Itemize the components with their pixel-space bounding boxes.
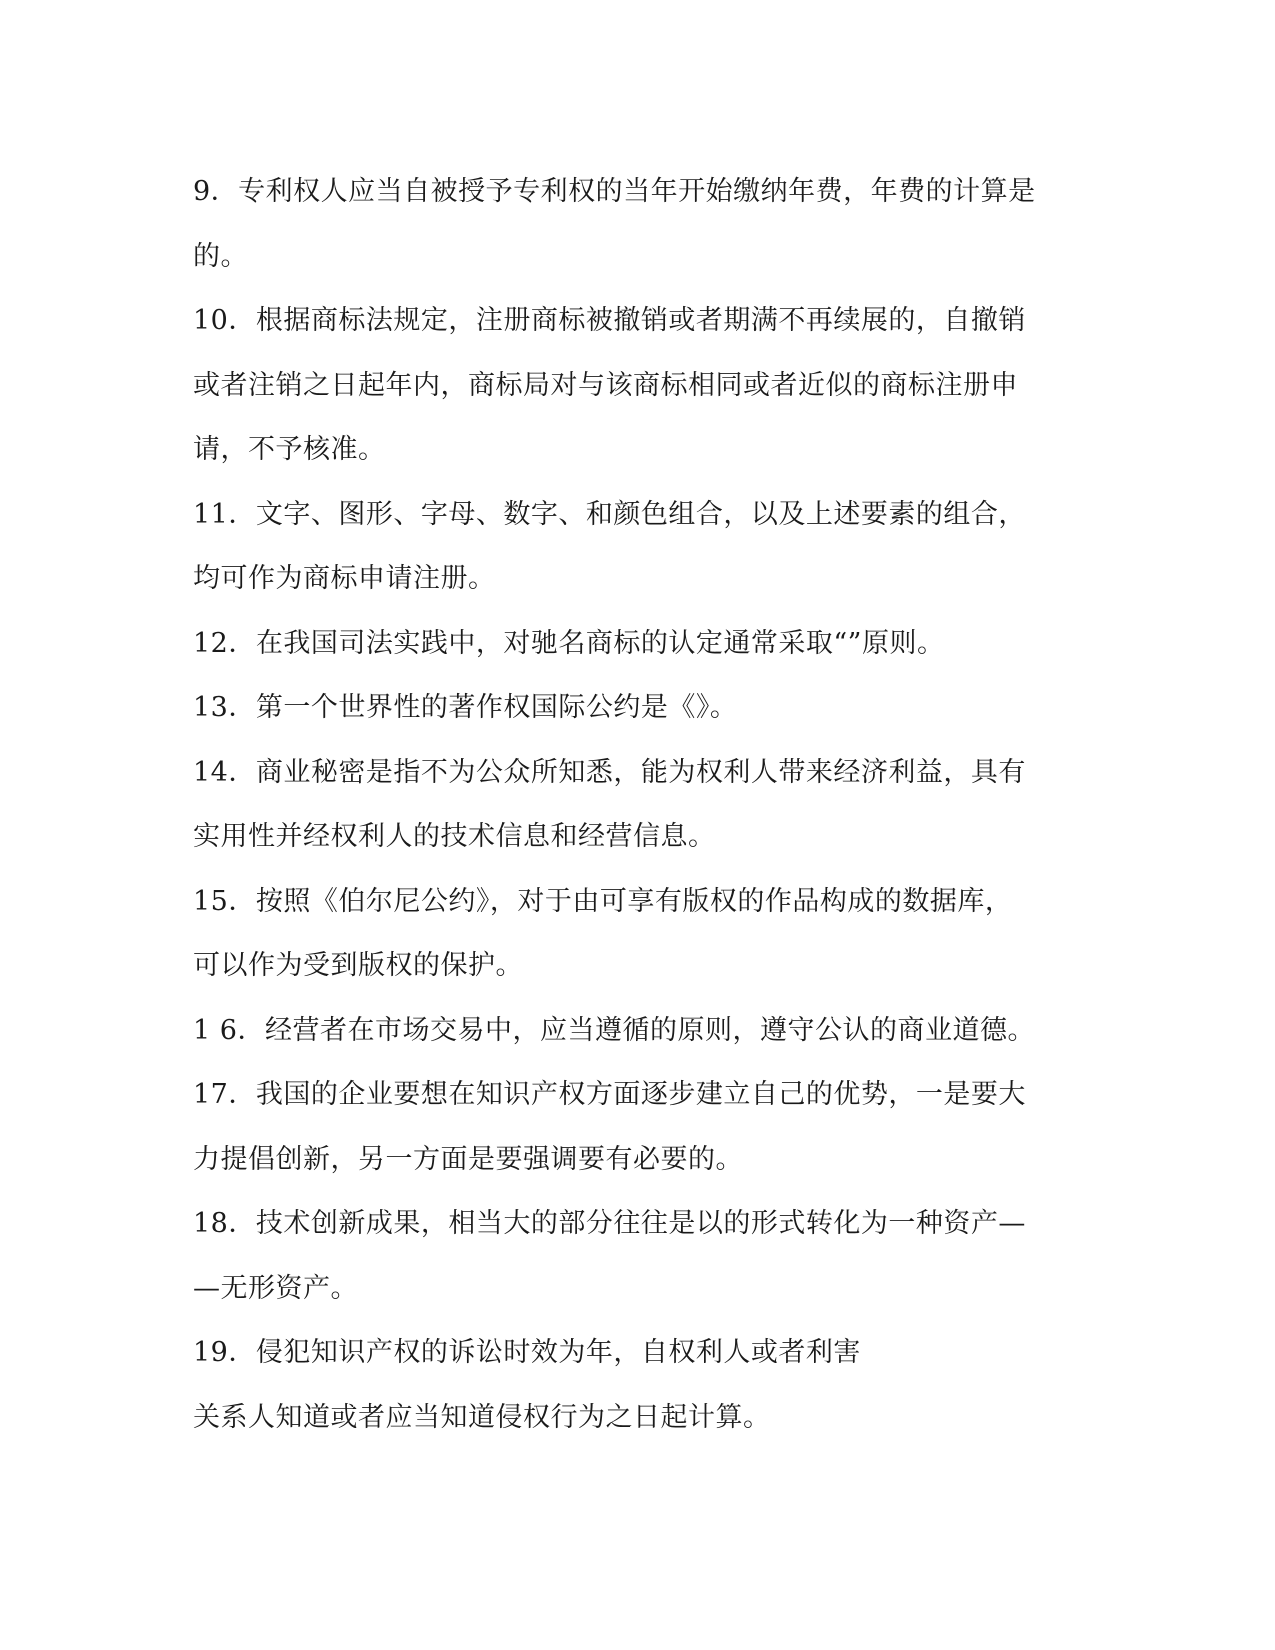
text-line: 力提倡创新，另一方面是要强调要有必要的。 bbox=[193, 1143, 743, 1175]
text-line: 10．根据商标法规定，注册商标被撤销或者期满不再续展的，自撤销 bbox=[193, 305, 1026, 336]
text-line: —无形资产。 bbox=[193, 1272, 358, 1304]
text-line: 18．技术创新成果，相当大的部分往往是以的形式转化为一种资产— bbox=[193, 1208, 1026, 1239]
document-body bbox=[193, 160, 1093, 1450]
text-line: 14．商业秘密是指不为公众所知悉，能为权利人带来经济利益，具有 bbox=[193, 756, 1026, 788]
text-line: 可以作为受到版权的保护。 bbox=[193, 950, 523, 981]
text-line: 的。 bbox=[193, 240, 248, 272]
text-line: 9．专利权人应当自被授予专利权的当年开始缴纳年费，年费的计算是 bbox=[193, 176, 1036, 207]
text-line: 15．按照《伯尔尼公约》，对于由可享有版权的作品构成的数据库， bbox=[193, 885, 1013, 917]
text-line: 19．侵犯知识产权的诉讼时效为年，自权利人或者利害 bbox=[193, 1337, 861, 1368]
text-line: 请，不予核准。 bbox=[193, 434, 386, 465]
text-line: 12．在我国司法实践中，对驰名商标的认定通常采取“”原则。 bbox=[193, 627, 945, 659]
text-line: 11．文字、图形、字母、数字、和颜色组合，以及上述要素的组合， bbox=[193, 498, 1026, 530]
text-line: 17．我国的企业要想在知识产权方面逐步建立自己的优势，一是要大 bbox=[193, 1079, 1026, 1110]
text-line: 均可作为商标申请注册。 bbox=[193, 563, 496, 594]
text-line: 实用性并经权利人的技术信息和经营信息。 bbox=[193, 821, 716, 852]
text-line: 或者注销之日起年内，商标局对与该商标相同或者近似的商标注册申 bbox=[193, 369, 1018, 401]
text-line: 关系人知道或者应当知道侵权行为之日起计算。 bbox=[193, 1401, 771, 1433]
text-line: 13．第一个世界性的著作权国际公约是《》。 bbox=[193, 692, 738, 723]
text-line: 1 6．经营者在市场交易中，应当遵循的原则，遵守公认的商业道德。 bbox=[193, 1014, 1035, 1046]
